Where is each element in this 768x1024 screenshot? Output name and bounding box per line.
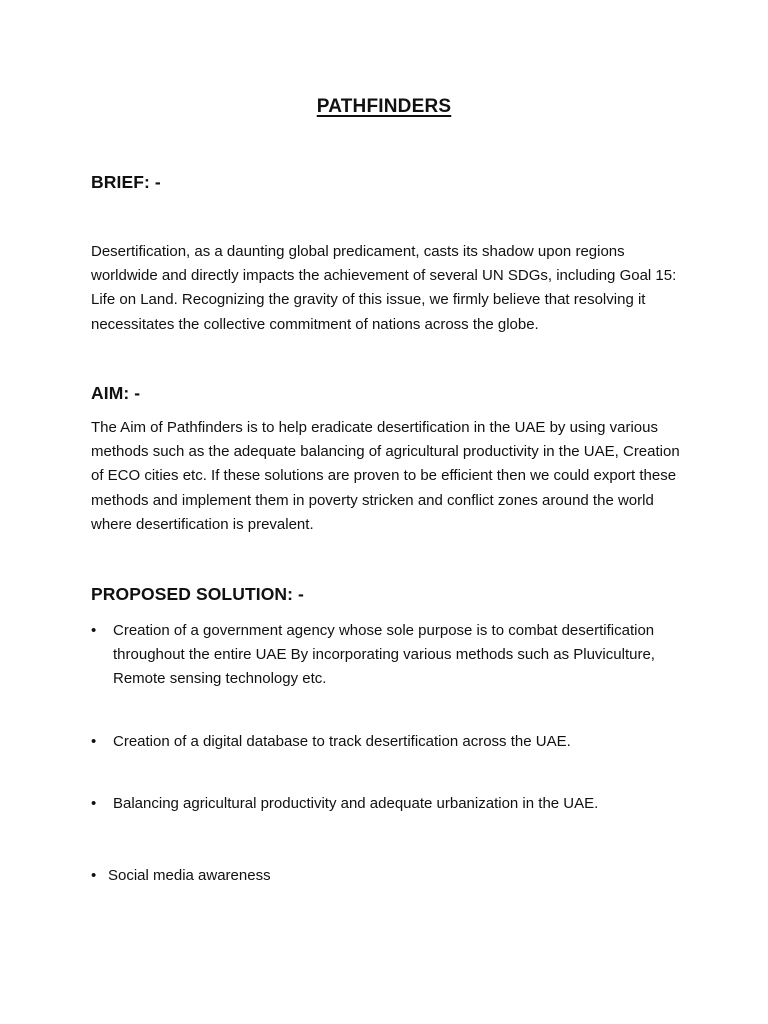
- document-title-text: PATHFINDERS: [316, 96, 452, 117]
- solution-bullet-4: [91, 864, 691, 888]
- proposed-solution-heading: PROPOSED SOLUTION: -: [91, 584, 304, 604]
- solution-bullet-1: [91, 619, 661, 692]
- solution-bullet-text: Balancing agricultural productivity and adequate urbanization in the UAE.: [113, 795, 599, 812]
- bullet-icon: •: [91, 795, 97, 812]
- brief-paragraph: Desertification, as a daunting global predicament, casts its shadow upon regions worldwide and directly impacts the achievement of several UN SDGs, including Goal 15: Life on Land. Recognizing the gravity of this issue, we firmly believe that resolving it necessitates the collective commitment of nations across the globe.: [91, 243, 677, 333]
- document-title: [0, 96, 768, 118]
- bullet-icon: •: [91, 733, 97, 750]
- solution-bullet-text: Creation of a digital database to track desertification across the UAE.: [113, 733, 571, 750]
- brief-heading: BRIEF: -: [91, 172, 161, 192]
- solution-bullet-text: Creation of a government agency whose sole purpose is to combat desertification throughout the entire UAE By incorporating various methods such as Pluviculture, Remote sensing technology etc.: [113, 622, 655, 688]
- solution-bullet-2: [91, 730, 691, 754]
- solution-bullet-text: Social media awareness: [108, 867, 271, 884]
- solution-bullet-3: [91, 792, 691, 816]
- aim-heading: AIM: -: [91, 383, 141, 403]
- bullet-icon: •: [91, 867, 97, 884]
- bullet-icon: •: [91, 622, 97, 639]
- aim-paragraph: The Aim of Pathfinders is to help eradicate desertification in the UAE by using various methods such as the adequate balancing of agricultural productivity in the UAE, Creation of ECO cities etc. If these solutions are proven to be efficient then we could export these methods and implement them in poverty stricken and conflict zones around the world where desertification is prevalent.: [91, 419, 680, 533]
